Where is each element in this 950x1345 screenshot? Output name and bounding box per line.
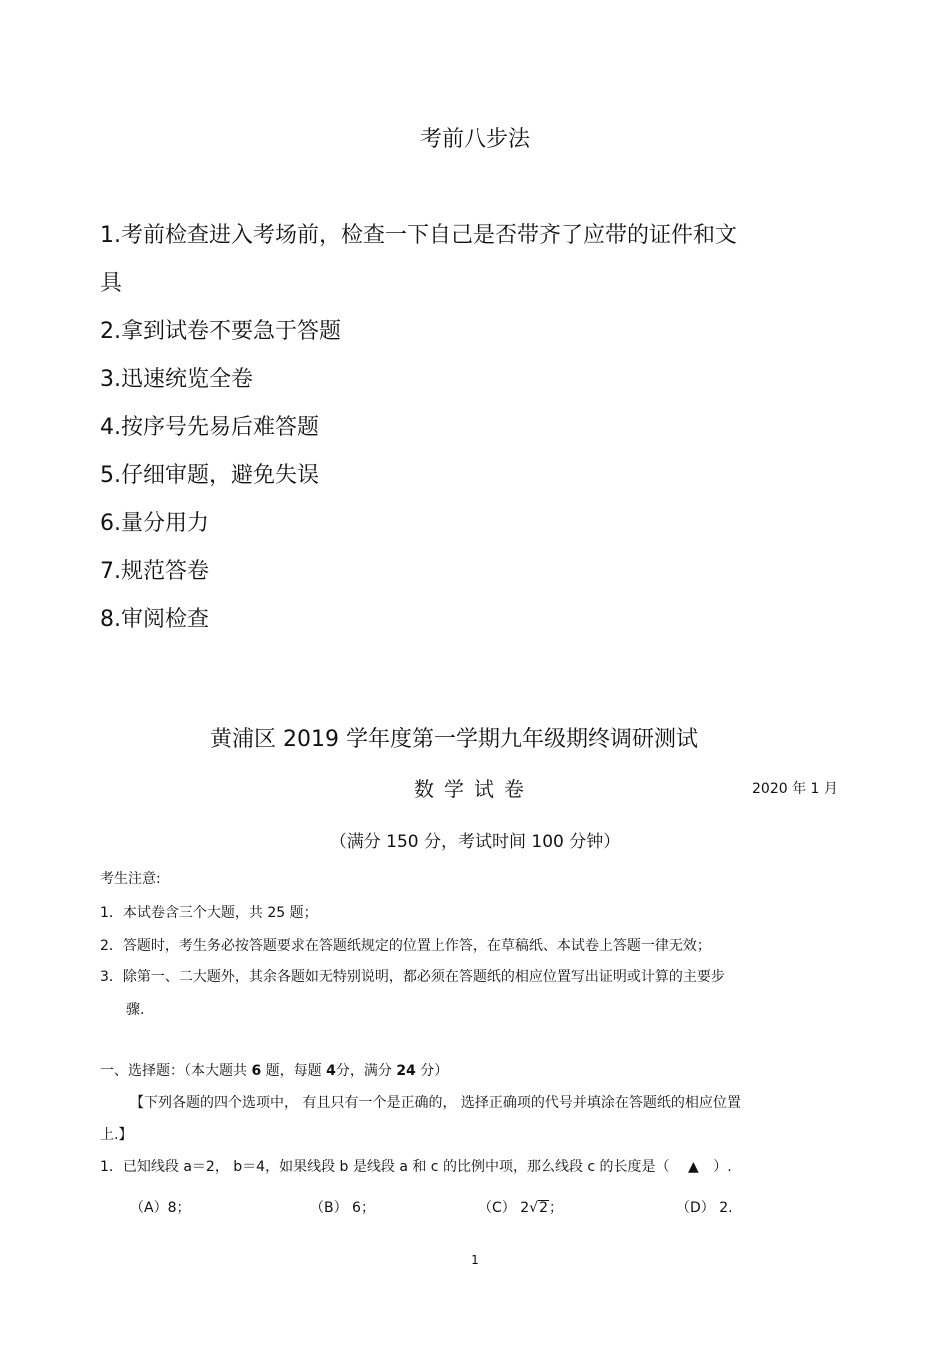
- option-b: （B） 6；: [310, 1200, 375, 1216]
- step-item: 7.规范答卷: [100, 559, 209, 584]
- option-c: [478, 1197, 563, 1217]
- section-instruction: 【下列各题的四个选项中， 有且只有一个是正确的， 选择正确项的代号并填涂在答题纸的相应位置: [130, 1095, 741, 1111]
- section-points-each: 4: [326, 1063, 336, 1079]
- step-item: 1.考前检查进入考场前，检查一下自己是否带齐了应带的证件和文: [100, 223, 737, 248]
- step-item: 6.量分用力: [100, 511, 209, 536]
- section-prefix: 一、选择题：（本大题共: [100, 1063, 247, 1079]
- step-item: 3.迅速统览全卷: [100, 367, 253, 392]
- answer-marker-icon: ▲: [688, 1159, 699, 1175]
- note-item: 骤.: [126, 1002, 145, 1018]
- section-total: 24: [396, 1063, 416, 1079]
- paper-title: 数学试卷: [414, 777, 534, 801]
- sqrt-icon: √: [529, 1200, 539, 1216]
- question-stem-close: ）.: [713, 1159, 732, 1175]
- exam-title: 黄浦区 2019 学年度第一学期九年级期终调研测试: [210, 727, 698, 752]
- step-item: 8.审阅检查: [100, 607, 209, 632]
- paper-date: 2020 年 1 月: [752, 781, 838, 797]
- step-item: 2.拿到试卷不要急于答题: [100, 319, 341, 344]
- option-a: （A）8；: [130, 1200, 191, 1216]
- notes-heading: 考生注意:: [100, 871, 161, 887]
- note-item: 3．除第一、二大题外，其余各题如无特别说明，都必须在答题纸的相应位置写出证明或计算的主要步: [100, 969, 725, 985]
- step-item: 具: [100, 271, 123, 296]
- section-heading: [100, 1060, 448, 1080]
- question-1-stem: [100, 1156, 732, 1176]
- note-item: 2．答题时，考生务必按答题要求在答题纸规定的位置上作答，在草稿纸、本试卷上答题一律无效；: [100, 938, 711, 954]
- step-item: 5.仔细审题，避免失误: [100, 463, 319, 488]
- section-count: 6: [251, 1063, 262, 1079]
- note-item: 1．本试卷含三个大题，共 25 题；: [100, 905, 318, 921]
- section-mid2: 分，满分: [335, 1063, 392, 1079]
- page-number: 1: [471, 1253, 479, 1267]
- tips-title: 考前八步法: [419, 127, 530, 152]
- option-c-prefix: （C） 2: [478, 1200, 530, 1216]
- section-suffix: 分）: [420, 1063, 449, 1079]
- section-instruction-end: 上.】: [100, 1127, 133, 1143]
- question-stem-text: 1．已知线段 a＝2， b＝4，如果线段 b 是线段 a 和 c 的比例中项，那么线段 c 的长度是（: [100, 1159, 670, 1175]
- paper-meta: （满分 150 分，考试时间 100 分钟）: [329, 832, 621, 852]
- option-c-suffix: ；: [548, 1200, 563, 1216]
- section-mid1: 题，每题: [265, 1063, 322, 1079]
- step-item: 4.按序号先易后难答题: [100, 415, 319, 440]
- option-d: （D） 2.: [676, 1200, 733, 1216]
- option-c-radicand: 2: [539, 1200, 548, 1216]
